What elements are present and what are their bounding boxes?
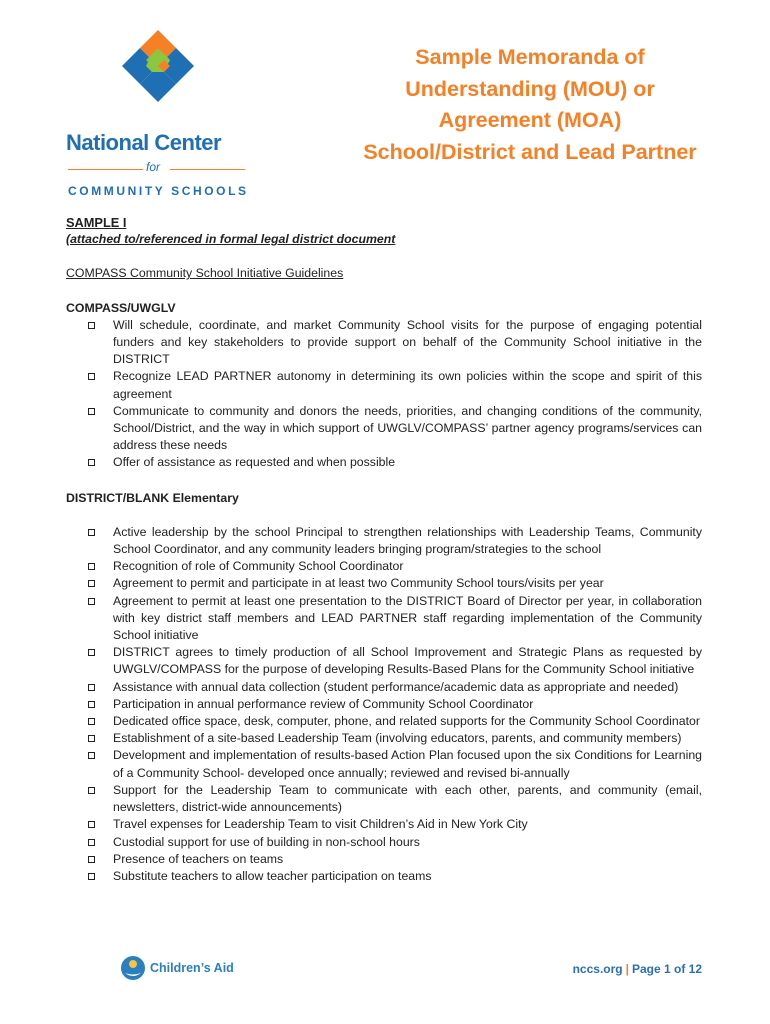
list-item: Communicate to community and donors the needs, priorities, and changing conditions of the community, School/District, and the way in which support of UWGLV/COMPASS’ partner agency programs/services can address these needs: [66, 403, 702, 455]
childrens-aid-name: Children’s Aid: [150, 961, 234, 975]
list-item: Offer of assistance as requested and when possible: [66, 454, 702, 471]
checkbox-bullet-icon: [88, 839, 95, 846]
logo-name: National Center: [66, 130, 222, 155]
guidelines-heading: COMPASS Community School Initiative Guidelines: [66, 266, 344, 281]
list-item: Substitute teachers to allow teacher participation on teams: [66, 868, 702, 885]
list-item: Travel expenses for Leadership Team to visit Children’s Aid in New York City: [66, 816, 702, 833]
list-item: Recognize LEAD PARTNER autonomy in determining its own policies within the scope and spirit of this agreement: [66, 368, 702, 402]
list-item: Support for the Leadership Team to communicate with each other, parents, and community (email, newsletters, district-wide announcements): [66, 782, 702, 816]
childrens-aid-logo: [120, 955, 234, 981]
list-item: Custodial support for use of building in non-school hours: [66, 834, 702, 851]
list-item: Participation in annual performance review of Community School Coordinator: [66, 696, 702, 713]
list-item: Will schedule, coordinate, and market Community School visits for the purpose of engaging potential funders and key stakeholders to provide support on behalf of the Community School initiative in the DISTRICT: [66, 317, 702, 369]
list-item: Recognition of role of Community School Coordinator: [66, 558, 702, 575]
footer-separator: |: [625, 962, 629, 976]
checkbox-bullet-icon: [88, 735, 95, 742]
document-title: [320, 42, 740, 168]
checkbox-bullet-icon: [88, 701, 95, 708]
logo-subtitle: COMMUNITY SCHOOLS: [68, 184, 249, 198]
title-line: Understanding (MOU) or: [405, 76, 655, 101]
logo-for-line: [66, 162, 251, 176]
page-number: Page 1 of 12: [631, 962, 702, 976]
document-body: [66, 214, 702, 885]
list-item: Dedicated office space, desk, computer, phone, and related supports for the Community School Coordinator: [66, 713, 702, 730]
checkbox-bullet-icon: [88, 684, 95, 691]
list-item: Agreement to permit at least one presentation to the DISTRICT Board of Director per year, in collaboration with key district staff members and LEAD PARTNER staff regarding implementation of the Community School initiative: [66, 593, 702, 645]
title-line: Sample Memoranda of: [415, 45, 645, 69]
section-heading-district: DISTRICT/BLANK Elementary: [66, 490, 239, 505]
checkbox-bullet-icon: [88, 322, 95, 329]
checkbox-bullet-icon: [88, 373, 95, 380]
checkbox-bullet-icon: [88, 752, 95, 759]
list-item: Establishment of a site-based Leadership Team (involving educators, parents, and community members): [66, 730, 702, 747]
checkbox-bullet-icon: [88, 408, 95, 415]
childrens-aid-mark-icon: [120, 955, 146, 981]
checkbox-bullet-icon: [88, 580, 95, 587]
list-item: DISTRICT agrees to timely production of all School Improvement and Strategic Plans as requested by UWGLV/COMPASS for the purpose of developing Results-Based Plans for the Community School initiative: [66, 644, 702, 678]
page-footer: [573, 962, 702, 976]
list-item: Development and implementation of results-based Action Plan focused upon the six Conditions for Learning of a Community School- developed once annually; reviewed and revised bi-annually: [66, 747, 702, 781]
sample-note: (attached to/referenced in formal legal district document: [66, 232, 396, 247]
bullet-list-compass: [66, 317, 702, 472]
checkbox-bullet-icon: [88, 598, 95, 605]
logo-for: for: [146, 160, 161, 174]
checkbox-bullet-icon: [88, 529, 95, 536]
checkbox-bullet-icon: [88, 459, 95, 466]
list-item: Assistance with annual data collection (student performance/academic data as appropriate and needed): [66, 679, 702, 696]
section-heading-compass: COMPASS/UWGLV: [66, 300, 176, 315]
checkbox-bullet-icon: [88, 856, 95, 863]
list-item: Agreement to permit and participate in at least two Community School tours/visits per year: [66, 575, 702, 592]
title-line: Agreement (MOA): [438, 108, 622, 132]
checkbox-bullet-icon: [88, 873, 95, 880]
checkbox-bullet-icon: [88, 649, 95, 656]
title-line: School/District and Lead Partner: [363, 139, 697, 164]
sample-label: SAMPLE I: [66, 215, 127, 230]
list-item: Presence of teachers on teams: [66, 851, 702, 868]
ncs-logo: [66, 30, 251, 198]
checkbox-bullet-icon: [88, 718, 95, 725]
checkbox-bullet-icon: [88, 563, 95, 570]
checkbox-bullet-icon: [88, 821, 95, 828]
ncs-logo-mark-icon: [122, 30, 194, 102]
checkbox-bullet-icon: [88, 787, 95, 794]
site-link[interactable]: nccs.org: [572, 962, 623, 976]
list-item: Active leadership by the school Principal to strengthen relationships with Leadership Teams, Community School Coordinator, and any community leaders bringing program/strategies to the school: [66, 524, 702, 558]
bullet-list-district: [66, 524, 702, 885]
